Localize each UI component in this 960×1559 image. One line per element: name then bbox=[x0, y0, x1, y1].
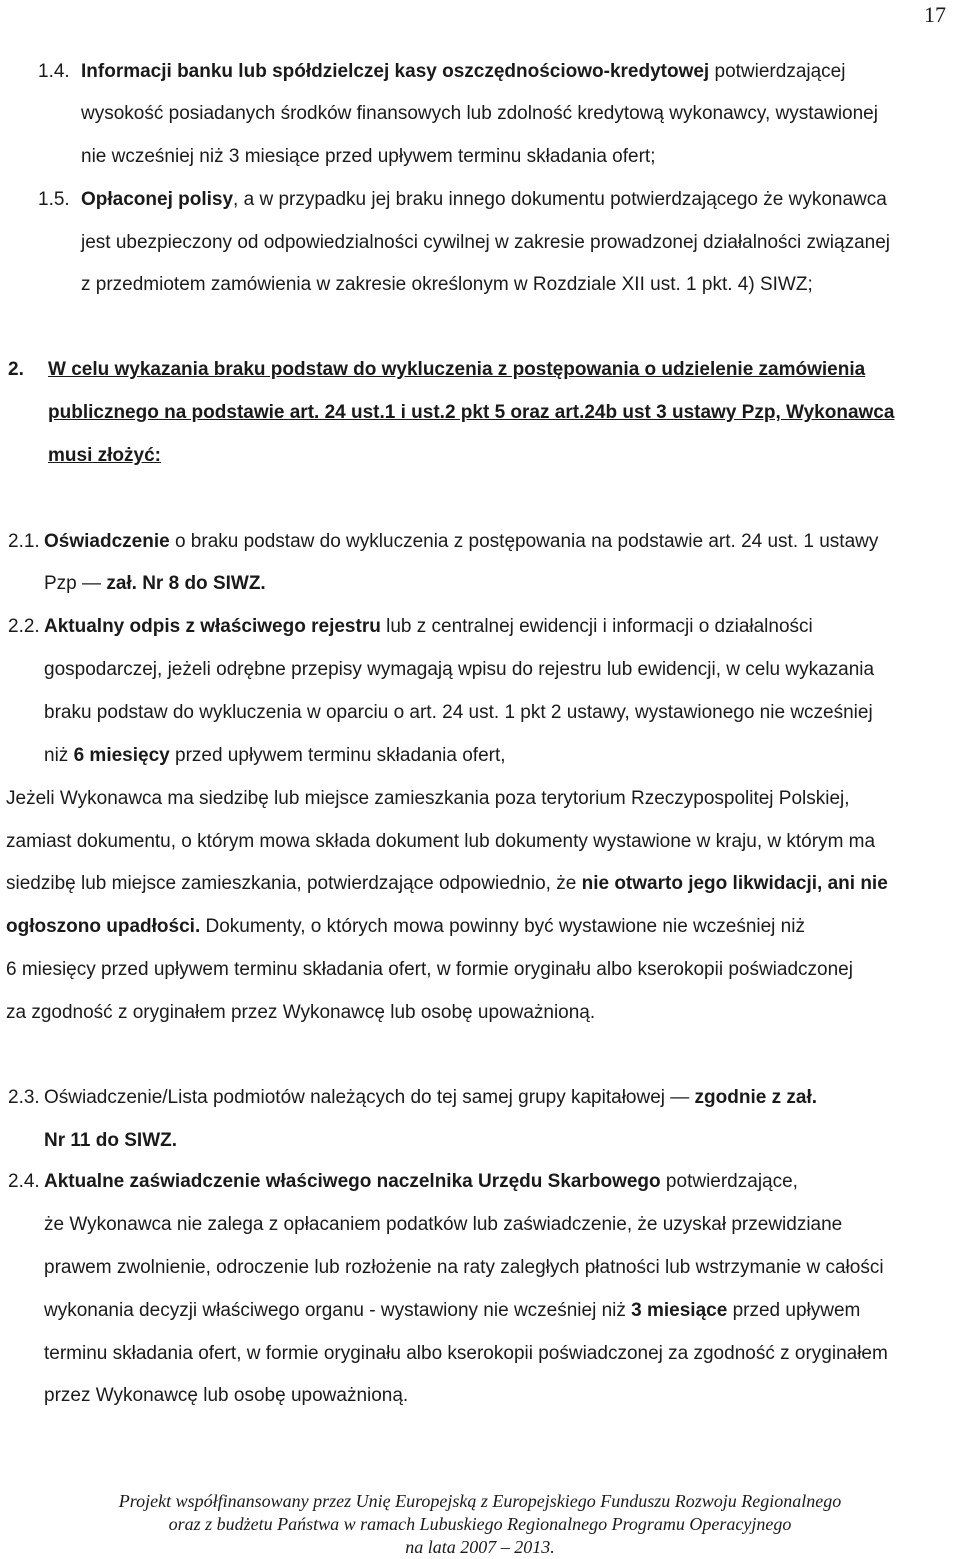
item-heading: Aktualne zaświadczenie właściwego naczelnika Urzędu Skarbowego bbox=[44, 1171, 661, 1192]
item-number: 2.2. bbox=[8, 616, 40, 637]
paragraph-line: za zgodność z oryginałem przez Wykonawcę lub osobę upoważnioną. bbox=[6, 1002, 596, 1023]
item-line: niż 6 miesięcy przed upływem terminu składania ofert, bbox=[44, 745, 506, 766]
item-line: że Wykonawca nie zalega z opłacaniem podatków lub zaświadczenie, że uzyskał przewidziane bbox=[44, 1214, 843, 1235]
item-heading: Aktualny odpis z właściwego rejestru bbox=[44, 616, 381, 637]
item-line: Opłaconej polisy, a w przypadku jej braku innego dokumentu potwierdzającego że wykonawca bbox=[81, 189, 887, 210]
item-line: Nr 11 do SIWZ. bbox=[44, 1130, 178, 1151]
item-heading: Oświadczenie bbox=[44, 531, 170, 552]
item-line: Oświadczenie/Lista podmiotów należących do tej samej grupy kapitałowej — zgodnie z zał. bbox=[44, 1087, 817, 1108]
item-line: z przedmiotem zamówienia w zakresie określonym w Rozdziale XII ust. 1 pkt. 4) SIWZ; bbox=[81, 274, 813, 295]
section-number: 2. bbox=[8, 359, 24, 380]
item-line: Aktualne zaświadczenie właściwego naczelnika Urzędu Skarbowego potwierdzające, bbox=[44, 1171, 798, 1192]
item-line: wykonania decyzji właściwego organu - wystawiony nie wcześniej niż 3 miesiące przed upływem bbox=[44, 1300, 861, 1321]
paragraph-line: siedzibę lub miejsce zamieszkania, potwierdzające odpowiednio, że nie otwarto jego likwidacji, ani nie bbox=[6, 873, 888, 894]
paragraph-line: 6 miesięcy przed upływem terminu składania ofert, w formie oryginału albo kserokopii poświadczonej bbox=[6, 959, 853, 980]
item-heading: Informacji banku lub spółdzielczej kasy oszczędnościowo-kredytowej bbox=[81, 61, 710, 82]
item-line: prawem zwolnienie, odroczenie lub rozłożenie na raty zaległych płatności lub wstrzymanie w całości bbox=[44, 1257, 884, 1278]
item-line: braku podstaw do wykluczenia w oparciu o art. 24 ust. 1 pkt 2 ustawy, wystawionego nie wcześniej bbox=[44, 702, 873, 723]
section-heading: W celu wykazania braku podstaw do wykluczenia z postępowania o udzielenie zamówienia bbox=[48, 359, 866, 380]
footer-line: oraz z budżetu Państwa w ramach Lubuskiego Regionalnego Programu Operacyjnego bbox=[168, 1514, 792, 1534]
item-line: jest ubezpieczony od odpowiedzialności cywilnej w zakresie prowadzonej działalności związanej bbox=[81, 232, 890, 253]
item-number: 1.5. bbox=[38, 189, 70, 210]
item-line: Informacji banku lub spółdzielczej kasy oszczędnościowo-kredytowej potwierdzającej bbox=[81, 61, 846, 82]
paragraph-line: zamiast dokumentu, o którym mowa składa dokument lub dokumenty wystawione w kraju, w którym ma bbox=[6, 831, 876, 852]
paragraph-line: Jeżeli Wykonawca ma siedzibę lub miejsce zamieszkania poza terytorium Rzeczypospolitej Polskiej, bbox=[6, 788, 850, 809]
section-heading: publicznego na podstawie art. 24 ust.1 i ust.2 pkt 5 oraz art.24b ust 3 ustawy Pzp, Wykonawca bbox=[48, 402, 895, 423]
item-line: nie wcześniej niż 3 miesiące przed upływem terminu składania ofert; bbox=[81, 146, 656, 167]
item-line: Pzp — zał. Nr 8 do SIWZ. bbox=[44, 573, 266, 594]
item-line: przez Wykonawcę lub osobę upoważnioną. bbox=[44, 1385, 409, 1406]
section-heading: musi złożyć: bbox=[48, 445, 161, 466]
footer-line: na lata 2007 – 2013. bbox=[405, 1537, 555, 1557]
page-number: 17 bbox=[924, 2, 946, 27]
item-number: 2.4. bbox=[8, 1171, 40, 1192]
item-line: terminu składania ofert, w formie oryginału albo kserokopii poświadczonej za zgodność z oryginałem bbox=[44, 1343, 888, 1364]
paragraph-line: ogłoszono upadłości. Dokumenty, o których mowa powinny być wystawione nie wcześniej niż bbox=[6, 916, 805, 937]
item-line: gospodarczej, jeżeli odrębne przepisy wymagają wpisu do rejestru lub ewidencji, w celu wykazania bbox=[44, 659, 875, 680]
item-number: 2.3. bbox=[8, 1087, 40, 1108]
footer-line: Projekt współfinansowany przez Unię Europejską z Europejskiego Funduszu Rozwoju Regionalnego bbox=[118, 1491, 842, 1511]
item-line: wysokość posiadanych środków finansowych lub zdolność kredytową wykonawcy, wystawionej bbox=[81, 103, 878, 124]
item-heading: Opłaconej polisy bbox=[81, 189, 234, 210]
item-number: 2.1. bbox=[8, 531, 40, 552]
item-line: Oświadczenie o braku podstaw do wykluczenia z postępowania na podstawie art. 24 ust. 1 ustawy bbox=[44, 531, 879, 552]
item-line: Aktualny odpis z właściwego rejestru lub z centralnej ewidencji i informacji o działalności bbox=[44, 616, 813, 637]
item-number: 1.4. bbox=[38, 61, 70, 82]
